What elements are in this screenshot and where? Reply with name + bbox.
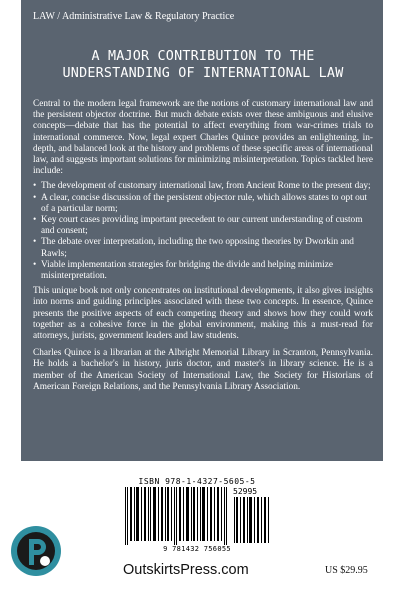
topics-list bbox=[33, 181, 373, 282]
publisher-name: OutskirtsPress.com bbox=[123, 562, 249, 578]
isbn-text: ISBN 978-1-4327-5605-5 bbox=[138, 477, 256, 486]
description bbox=[33, 99, 373, 393]
barcode bbox=[119, 477, 275, 557]
headline-line-1: A MAJOR CONTRIBUTION TO THE bbox=[91, 49, 315, 64]
topic-item: • Key court cases providing important precedent to our current understanding of custom and consent; bbox=[33, 215, 373, 237]
headline-line-2: UNDERSTANDING OF INTERNATIONAL LAW bbox=[62, 66, 344, 81]
author-bio: Charles Quince is a librarian at the Albright Memorial Library in Scranton, Pennsylvania. He holds a bachelor's in history, juris doctor, and master's in library science. He is a member of the American Society of International Law, the Society for Historians of American Foreign Relations, and the Pennsylvania Library Association. bbox=[33, 348, 373, 392]
topic-item: • The development of customary international law, from Ancient Rome to the present day; bbox=[33, 181, 373, 192]
price: US $29.95 bbox=[325, 565, 368, 576]
topic-item: • A clear, concise discussion of the persistent objector rule, which allows states to opt out of a particular norm; bbox=[33, 193, 373, 215]
topic-item: • The debate over interpretation, including the two opposing theories by Dworkin and Rawls; bbox=[33, 237, 373, 259]
summary-paragraph: This unique book not only concentrates on institutional developments, it also gives insights into norms and guiding principles associated with these two concepts. In essence, Quince presents the positive aspects of each competing theory and shows how they could work together as a cohesive force in the global environment, making this a must-read for attorneys, jurists, government leaders and law students. bbox=[33, 286, 373, 342]
intro-paragraph: Central to the modern legal framework are the notions of customary international law and the persistent objector doctrine. But much debate exists over these ambiguous and elusive concepts—debate that has the potential to affect everything from war-crimes trials to international commerce. Now, legal expert Charles Quince provides an enlightening, in-depth, and balanced look at the history and problems of these specific areas of international law, and suggests important solutions for minimizing misinterpretation. Topics tackled here include: bbox=[33, 99, 373, 177]
ean-barcode-bars bbox=[123, 487, 231, 545]
barcode-digits: 9 781432 756055 bbox=[163, 545, 231, 553]
headline bbox=[30, 48, 376, 82]
outskirts-press-logo-icon bbox=[10, 525, 62, 577]
price-barcode-bars bbox=[234, 497, 270, 543]
topic-item: • Viable implementation strategies for bridging the divide and helping minimize misinterpretation. bbox=[33, 260, 373, 282]
category-label: LAW / Administrative Law & Regulatory Practice bbox=[33, 11, 235, 22]
price-code: 52995 bbox=[233, 487, 258, 496]
